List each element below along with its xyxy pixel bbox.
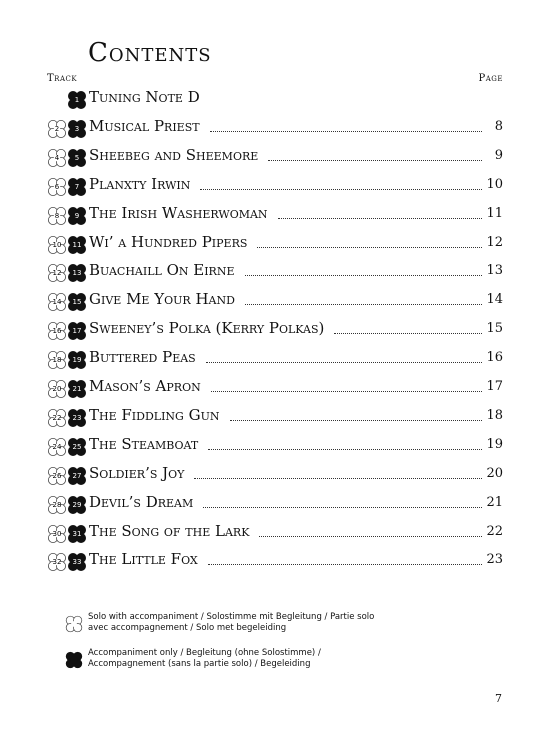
outline-shamrock-icon [46,349,68,371]
track-icons [46,407,90,427]
accompaniment-track-number: 11 [72,240,82,249]
legend-solo-text: Solo with accompaniment / Solostimme mit Begleitung / Partie solo avec accompagnement / Solo met begeleiding [88,612,375,633]
tune-title: Mason’s Apron [89,377,201,395]
solo-track-number: 30 [52,529,62,538]
accompaniment-track-number: 33 [72,558,82,567]
outline-shamrock-icon [46,320,68,342]
solo-track-number: 28 [52,500,62,509]
page-number-entry: 23 [486,552,503,568]
track-icons [46,349,90,369]
accompaniment-track-number: 13 [72,269,82,278]
dot-leader [194,478,482,479]
tune-title: Give Me Your Hand [89,290,235,309]
contents-row [0,404,550,428]
track-icons [46,378,90,398]
filled-shamrock-icon [66,436,88,458]
dot-leader [334,333,482,334]
solo-track-number: 24 [52,442,62,451]
accompaniment-track-number: 1 [74,96,80,104]
tune-title: Planxty Irwin [89,174,191,193]
filled-shamrock-icon [66,205,88,227]
tune-title: Buttered Peas [89,348,196,367]
page-number-entry: 9 [494,147,503,163]
page-number-entry: 10 [486,176,503,192]
outline-shamrock-icon [64,614,84,634]
page-number-entry: 15 [486,321,503,337]
track-icons [46,147,90,167]
tune-title: The Fiddling Gun [89,405,220,424]
outline-shamrock-icon [46,465,68,487]
solo-track-number: 18 [52,356,62,365]
filled-shamrock-icon [66,551,88,573]
filled-shamrock-icon [66,118,88,140]
contents-row [0,231,550,255]
solo-track-number: 14 [52,298,62,307]
accompaniment-track-number: 27 [72,471,82,480]
contents-row [0,173,550,197]
accompaniment-track-number: 31 [72,529,82,538]
outline-shamrock-icon [46,262,68,284]
page-number-entry: 22 [486,523,503,539]
contents-row [0,491,550,515]
accompaniment-track-number: 21 [72,385,82,393]
outline-shamrock-icon [46,436,68,458]
accompaniment-track-number: 23 [72,413,82,422]
filled-shamrock-icon [66,523,88,545]
track-icons [46,89,90,109]
accompaniment-track-number: 19 [72,356,82,365]
track-column-label: Track [47,73,78,84]
page-number-entry: 17 [486,379,503,394]
tune-title: Sweeney’s Polka (Kerry Polkas) [89,319,325,338]
filled-shamrock-icon [66,378,88,400]
solo-track-number: 20 [52,385,62,393]
filled-shamrock-icon [66,291,88,313]
page-number-entry: 14 [486,292,503,308]
solo-track-number: 8 [54,211,60,220]
page-column-label: Page [478,73,503,84]
tune-title: Tuning Note D [89,88,200,106]
dot-leader [206,362,482,363]
filled-shamrock-icon [66,234,88,256]
tune-title: Wi’ a Hundred Pipers [89,232,248,251]
page-number-entry: 11 [486,205,503,221]
page-number-entry: 12 [486,234,503,250]
track-icons [46,523,90,543]
tune-title: Musical Priest [89,116,200,135]
filled-shamrock-icon [66,349,88,371]
outline-shamrock-icon [46,494,68,516]
page-number-entry: 20 [486,465,503,481]
accompaniment-track-number: 5 [74,153,80,162]
page-number-entry: 21 [486,494,503,510]
outline-shamrock-icon [46,234,68,256]
contents-row [0,259,550,283]
page-number: 7 [495,692,502,705]
dot-leader [268,160,482,161]
contents-row [0,548,550,572]
contents-title: Contents [88,38,212,68]
contents-row [0,433,550,457]
dot-leader [257,247,482,248]
outline-shamrock-icon [46,147,68,169]
page-number-entry: 8 [494,118,503,134]
dot-leader [210,131,482,132]
solo-track-number: 12 [52,269,62,278]
dot-leader [200,189,482,190]
dot-leader [203,507,482,508]
accompaniment-track-number: 9 [74,211,80,220]
solo-track-number: 22 [52,413,62,422]
tune-title: Soldier’s Joy [89,463,185,482]
filled-shamrock-icon [66,465,88,487]
legend-accompaniment-text: Accompaniment only / Begleitung (ohne Solostimme) / Accompagnement (sans la partie solo) / Begeleiding [88,648,321,669]
filled-shamrock-icon [66,262,88,284]
tune-title: The Steamboat [89,434,199,453]
track-icons [46,291,90,311]
solo-track-number: 6 [54,182,60,191]
solo-track-number: 26 [52,471,62,480]
solo-track-number: 4 [54,153,60,162]
dot-leader [278,218,482,219]
page-number-entry: 18 [486,407,503,423]
dot-leader [245,304,482,305]
dot-leader [259,536,482,537]
solo-track-number: 32 [52,558,62,567]
contents-row [0,115,550,139]
contents-row [0,346,550,370]
dot-leader [211,391,482,392]
tune-title: Devil’s Dream [89,492,194,511]
outline-shamrock-icon [46,523,68,545]
outline-shamrock-icon [46,205,68,227]
filled-shamrock-icon [66,320,88,342]
track-icons [46,262,90,282]
outline-shamrock-icon [46,176,68,198]
solo-track-number: 16 [52,327,62,336]
outline-shamrock-icon [46,378,68,400]
filled-shamrock-icon [64,650,84,670]
filled-shamrock-icon [66,176,88,198]
tune-title: The Irish Washerwoman [89,203,268,222]
accompaniment-track-number: 29 [72,500,82,509]
track-icons [46,320,90,340]
outline-shamrock-icon [46,291,68,313]
track-icons [46,494,90,514]
page-number-entry: 19 [486,436,503,452]
track-icons [46,234,90,254]
page-number-entry: 13 [486,263,503,279]
tune-title: The Little Fox [89,550,198,569]
tune-title: Buachaill On Eirne [89,261,235,280]
filled-shamrock-icon [66,89,88,111]
tune-title: The Song of the Lark [89,521,250,540]
track-icons [46,176,90,196]
contents-row [0,86,550,110]
contents-row [0,288,550,312]
page-number-entry: 16 [486,350,503,366]
accompaniment-track-number: 17 [72,327,82,336]
contents-row [0,375,550,399]
contents-row [0,462,550,486]
accompaniment-track-number: 15 [72,298,82,307]
filled-shamrock-icon [66,407,88,429]
dot-leader [230,420,482,421]
contents-row [0,144,550,168]
accompaniment-track-number: 7 [74,182,80,191]
outline-shamrock-icon [46,551,68,573]
track-icons [46,551,90,571]
outline-shamrock-icon [46,407,68,429]
contents-row [0,520,550,544]
solo-track-number: 10 [52,240,62,249]
track-icons [46,465,90,485]
track-icons [46,205,90,225]
dot-leader [208,564,482,565]
solo-track-number: 2 [54,124,60,133]
track-icons [46,436,90,456]
accompaniment-track-number: 25 [72,442,82,451]
dot-leader [208,449,482,450]
contents-row [0,317,550,341]
dot-leader [245,275,482,276]
track-icons [46,118,90,138]
filled-shamrock-icon [66,147,88,169]
filled-shamrock-icon [66,494,88,516]
outline-shamrock-icon [46,118,68,140]
tune-title: Sheebeg and Sheemore [89,145,259,164]
accompaniment-track-number: 3 [74,124,80,133]
contents-row [0,202,550,226]
